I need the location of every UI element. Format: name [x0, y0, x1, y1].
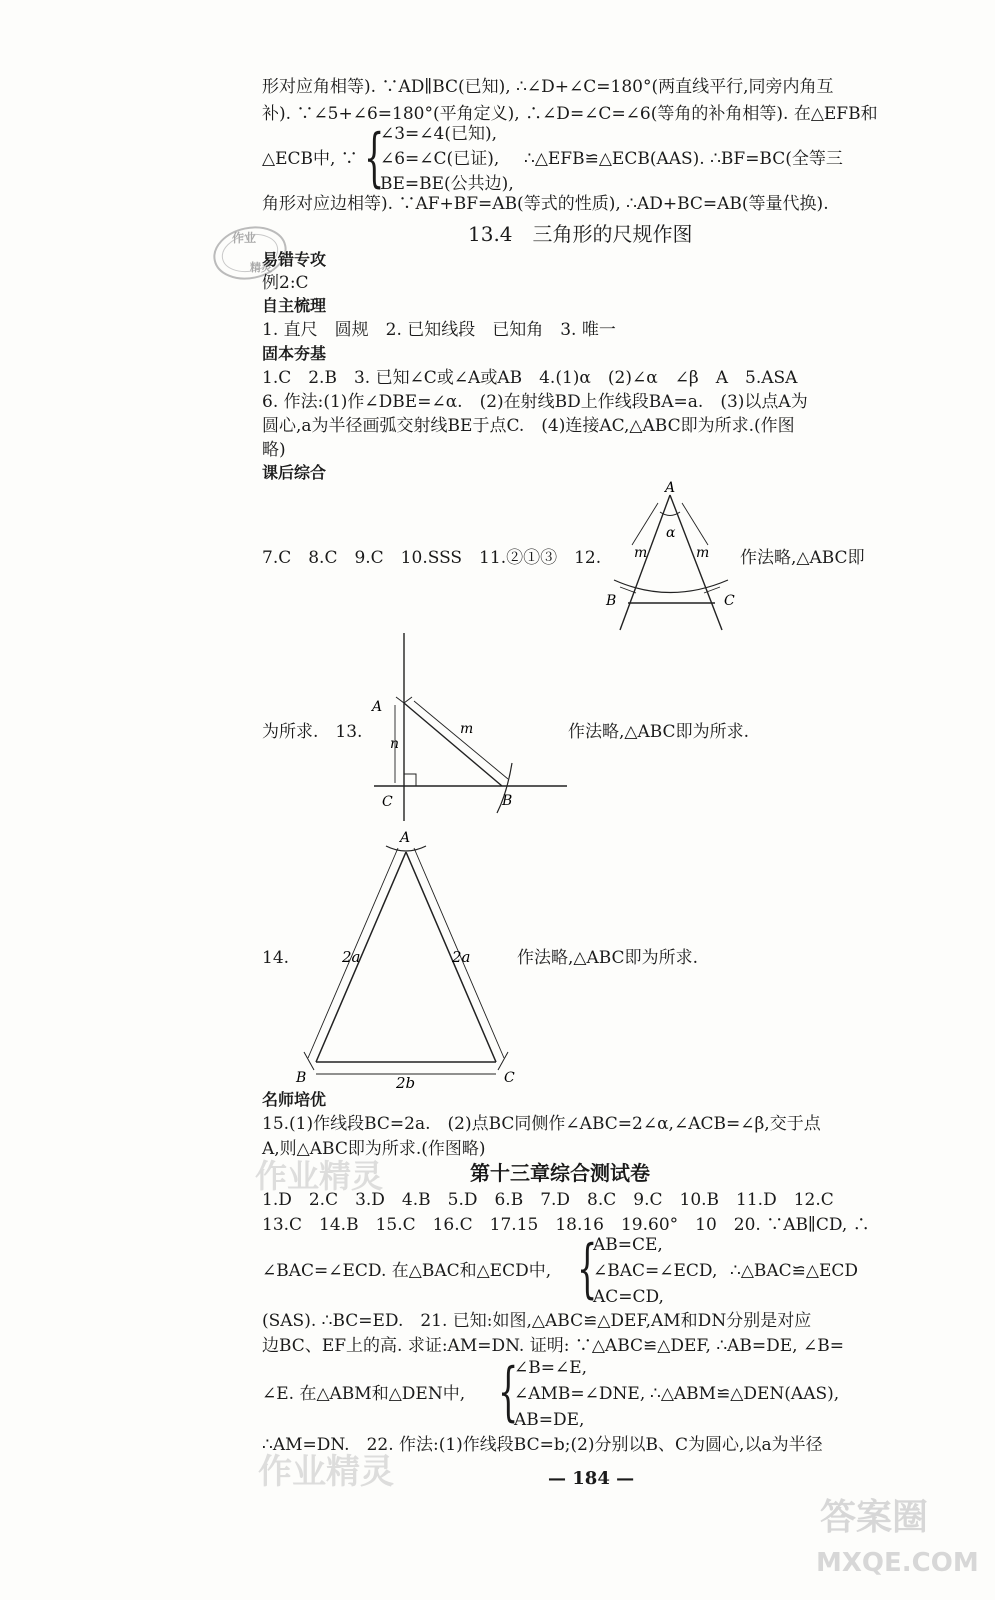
stamp-bottom-text: 精灵 [250, 261, 272, 274]
text-line: 为所求. 13. [262, 722, 363, 742]
brace-symbol: { [498, 1355, 519, 1429]
system-conclusion: ∴△BAC≌△ECD [730, 1261, 859, 1281]
section-heading: 易错专攻 [262, 250, 327, 269]
side-label: 2a [452, 948, 471, 966]
watermark: 作业精灵 [258, 1452, 394, 1492]
brace-symbol: { [364, 121, 385, 195]
system-row: ∠6=∠C(已证), [380, 149, 500, 169]
point-label: B [502, 793, 513, 809]
system-row: ∠BAC=∠ECD, [593, 1261, 718, 1281]
text-line: 作法略,△ABC即 [740, 548, 865, 568]
point-label: B [296, 1070, 307, 1086]
text-line: 边BC、EF上的高. 求证:AM=DN. 证明: ∵△ABC≌△DEF, ∴AB=DE, ∠B= [262, 1336, 844, 1356]
point-label: C [724, 593, 735, 609]
text-line: 例2:C [262, 273, 309, 293]
section-heading: 课后综合 [262, 463, 327, 482]
system-row: ∠B=∠E, [514, 1358, 588, 1378]
text-line: 14. [262, 948, 290, 968]
text-line: 作法略,△ABC即为所求. [517, 948, 698, 968]
side-label: n [390, 736, 400, 752]
system-row: ∠AMB=∠DNE, [514, 1384, 646, 1404]
system-prefix: ∠E. 在△ABM和△DEN中, [262, 1384, 466, 1404]
equation-system [262, 1355, 902, 1432]
stamp-top-text: 作业 [232, 231, 257, 245]
point-label: A [372, 699, 383, 715]
system-row: AB=CE, [593, 1235, 663, 1255]
text-line: 角形对应边相等). ∵AF+BF=AB(等式的性质), ∴AD+BC=AB(等量代换). [262, 194, 829, 214]
text-line: ∴AM=DN. 22. 作法:(1)作线段BC=b;(2)分别以B、C为圆心,以a为半径 [262, 1435, 823, 1455]
text-line: (SAS). ∴BC=ED. 21. 已知:如图,△ABC≌△DEF,AM和DN分别是对应 [262, 1311, 812, 1331]
text-line: 略) [262, 440, 286, 460]
system-row: AB=DE, [514, 1410, 585, 1430]
side-label: m [634, 545, 648, 561]
section-heading: 名师培优 [262, 1090, 327, 1109]
side-label: 2b [396, 1074, 416, 1088]
text-line: 1.D 2.C 3.D 4.B 5.D 6.B 7.D 8.C 9.C 10.B 11.D 12.C [262, 1190, 834, 1210]
figure-13 [362, 633, 572, 823]
text-line: 补). ∵∠5+∠6=180°(平角定义), ∴∠D=∠C=∠6(等角的补角相等). 在△EFB和 [262, 104, 878, 124]
system-conclusion: ∴△ABM≌△DEN(AAS), [650, 1384, 840, 1404]
system-prefix: △ECB中, ∵ [262, 149, 358, 169]
point-label: A [400, 830, 411, 846]
point-label: C [382, 794, 393, 810]
text-line: 形对应角相等). ∵AD∥BC(已知), ∴∠D+∠C=180°(两直线平行,同旁内角互 [262, 77, 834, 97]
text-line: 13.C 14.B 15.C 16.C 17.15 18.16 19.60° 10 20. ∵AB∥CD, ∴ [262, 1215, 870, 1235]
point-label: A [665, 480, 676, 496]
watermark: MXQE.COM [816, 1548, 979, 1578]
chapter-title: 第十三章综合测试卷 [470, 1161, 650, 1185]
text-line: 7.C 8.C 9.C 10.SSS 11.②①③ 12. [262, 548, 602, 568]
text-line: 作法略,△ABC即为所求. [568, 722, 749, 742]
text-line: 1. 直尺 圆规 2. 已知线段 已知角 3. 唯一 [262, 320, 616, 340]
figure-14 [290, 826, 530, 1088]
equation-system [262, 1232, 902, 1309]
text-line: 圆心,a为半径画弧交射线BE于点C. (4)连接AC,△ABC即为所求.(作图 [262, 416, 795, 436]
point-label: B [606, 593, 617, 609]
figure-12 [600, 475, 740, 635]
point-label: C [504, 1070, 515, 1086]
side-label: m [696, 545, 710, 561]
section-heading: 固本夯基 [262, 344, 327, 363]
system-row: AC=CD, [593, 1287, 664, 1307]
text-line: A,则△ABC即为所求.(作图略) [262, 1139, 486, 1159]
text-line: 15.(1)作线段BC=2a. (2)点BC同侧作∠ABC=2∠α,∠ACB=∠β,交于点 [262, 1114, 821, 1134]
side-label: m [460, 721, 474, 737]
section-heading: 自主梳理 [262, 296, 327, 315]
text-line: 1.C 2.B 3. 已知∠C或∠A或AB 4.(1)α (2)∠α ∠β A 5.ASA [262, 368, 798, 388]
page-number: — 184 — [548, 1468, 635, 1489]
text-line: 6. 作法:(1)作∠DBE=∠α. (2)在射线BD上作线段BA=a. (3)以点A为 [262, 392, 808, 412]
watermark: 答案圈 [820, 1497, 929, 1538]
watermark: 作业精灵 [255, 1157, 384, 1195]
side-label: 2a [342, 948, 361, 966]
system-conclusion: ∴△EFB≌△ECB(AAS). ∴BF=BC(全等三 [524, 149, 843, 169]
brace-symbol: { [577, 1232, 598, 1306]
section-title: 13.4 三角形的尺规作图 [468, 222, 693, 246]
system-row: ∠3=∠4(已知), [380, 124, 498, 144]
equation-system [262, 121, 902, 196]
angle-label: α [666, 525, 676, 541]
system-row: BE=BE(公共边), [380, 174, 514, 194]
system-prefix: ∠BAC=∠ECD. 在△BAC和△ECD中, [262, 1261, 552, 1281]
